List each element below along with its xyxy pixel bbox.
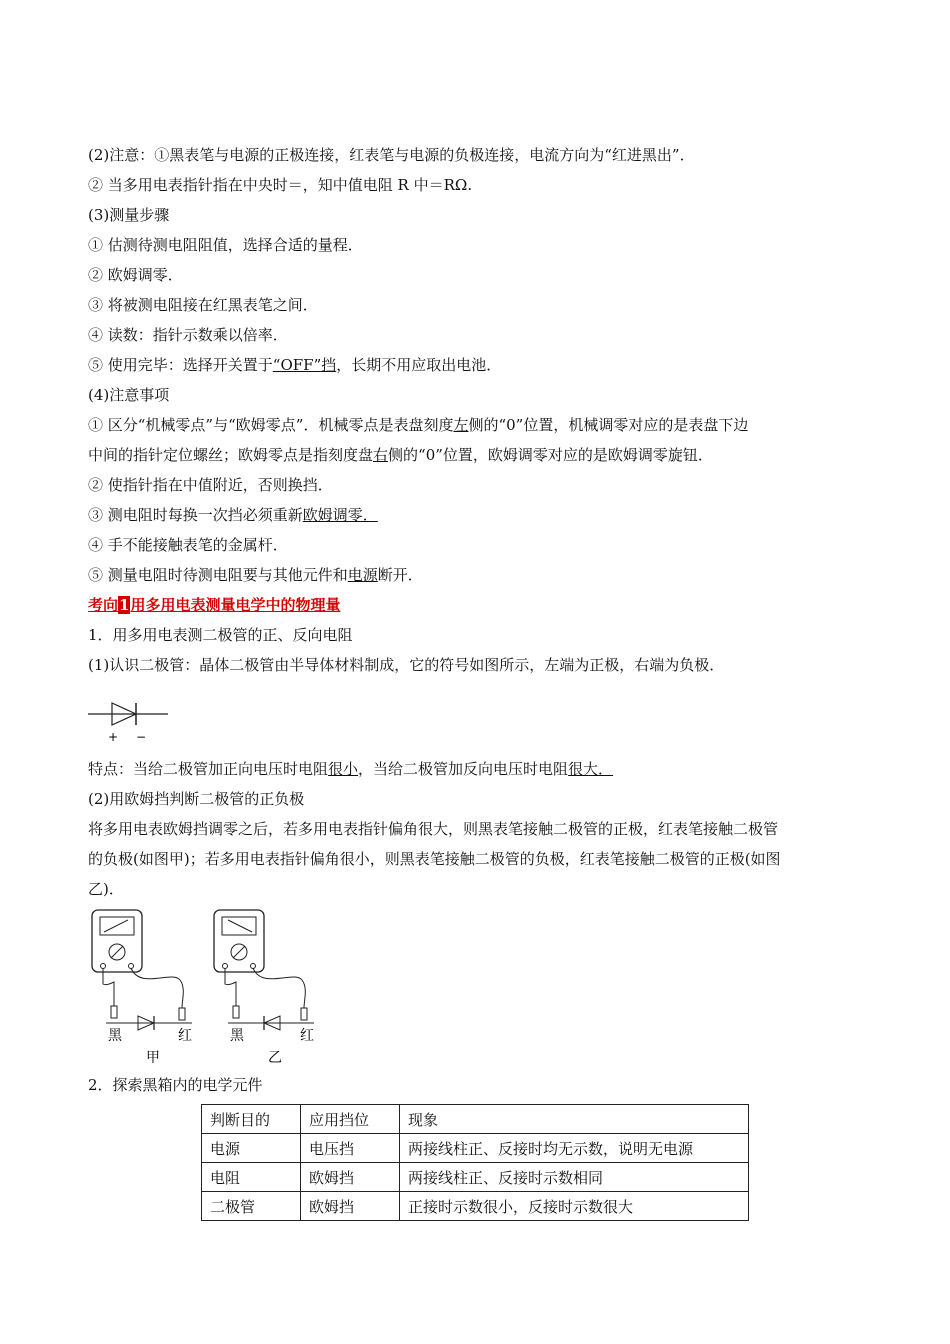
underlined-text: 电源 [347, 566, 378, 584]
meter-b [214, 910, 314, 1066]
document-body-table-intro [88, 1070, 868, 1100]
table-row [202, 1163, 749, 1192]
black-box-table [201, 1104, 749, 1221]
text-line: (2)注意：①黑表笔与电源的正极连接，红表笔与电源的负极连接，电流方向为“红进黑出”． [88, 146, 695, 164]
red-probe-label: 红 [300, 1028, 314, 1044]
text-line: ② 使指针指在中值附近，否则换挡． [88, 476, 333, 494]
heading-number: 1 [119, 596, 130, 614]
text-line: (3)测量步骤 [88, 206, 170, 224]
document-body [88, 140, 868, 680]
text-span: 断开． [377, 566, 423, 584]
table-cell: 判断目的 [202, 1105, 301, 1134]
black-probe-label: 黑 [108, 1028, 122, 1044]
text-span: ① 区分“机械零点”与“欧姆零点”．机械零点是表盘刻度 [88, 416, 454, 434]
table-cell: 电源 [202, 1134, 301, 1163]
heading-prefix: 考向 [88, 596, 119, 614]
text-line: ④ 手不能接触表笔的金属杆． [88, 536, 288, 554]
text-line: 2．探索黑箱内的电学元件 [88, 1076, 263, 1094]
meter-needle [104, 920, 128, 932]
underlined-text: 右 [373, 446, 389, 464]
text-line: ③ 将被测电阻接在红黑表笔之间． [88, 296, 318, 314]
text-line: (1)认识二极管：晶体二极管由半导体材料制成，它的符号如图所示，左端为正极，右端为负极． [88, 656, 725, 674]
caption-a: 甲 [146, 1050, 160, 1066]
text-line [88, 560, 868, 590]
text-line: 的负极(如图甲)；若多用电表指针偏角很小，则黑表笔接触二极管的负极，红表笔接触二极管的正极(如图 [88, 850, 781, 868]
table-cell: 欧姆挡 [301, 1163, 400, 1192]
table-cell: 现象 [400, 1105, 749, 1134]
table-row [202, 1134, 749, 1163]
black-probe-label: 黑 [230, 1028, 244, 1044]
text-line: 乙)． [88, 880, 124, 898]
text-line: ① 估测待测电阻阻值，选择合适的量程． [88, 236, 363, 254]
text-span: ③ 测电阻时每换一次挡必须重新 [88, 506, 303, 524]
text-span: ⑤ 测量电阻时待测电阻要与其他元件和 [88, 566, 348, 584]
caption-b: 乙 [268, 1050, 282, 1066]
document-body-continued [88, 754, 868, 904]
text-span: 特点：当给二极管加正向电压时电阻 [88, 760, 329, 778]
text-line: ④ 读数：指针示数乘以倍率． [88, 326, 288, 344]
text-span: 中间的指针定位螺丝；欧姆零点是指刻度盘 [88, 446, 374, 464]
text-line [88, 754, 868, 784]
red-probe-label: 红 [178, 1028, 192, 1044]
table-cell: 二极管 [202, 1192, 301, 1221]
table-cell: 电压挡 [301, 1134, 400, 1163]
meter-a [92, 910, 192, 1066]
underlined-text: 欧姆调零． [302, 506, 378, 524]
multimeter-diagram [88, 908, 328, 1068]
text-line [88, 350, 868, 380]
underlined-text: 左 [453, 416, 469, 434]
text-line: ② 欧姆调零． [88, 266, 183, 284]
table-row [202, 1192, 749, 1221]
text-line [88, 440, 868, 470]
underlined-text: 很大． [568, 760, 614, 778]
text-span: ，当给二极管加反向电压时电阻 [358, 760, 569, 778]
heading-text: 用多用电表测量电学中的物理量 [130, 596, 341, 614]
table-cell: 欧姆挡 [301, 1192, 400, 1221]
table-cell: 电阻 [202, 1163, 301, 1192]
meter-needle [228, 920, 252, 932]
underlined-text: “OFF”挡 [272, 356, 337, 374]
text-span: 侧的“0”位置，机械调零对应的是表盘下边 [468, 416, 749, 434]
section-heading [88, 590, 868, 620]
text-span: ，长期不用应取出电池． [336, 356, 502, 374]
text-line [88, 500, 868, 530]
text-line: 1．用多用电表测二极管的正、反向电阻 [88, 626, 353, 644]
table-cell: 两接线柱正、反接时均无示数，说明无电源 [400, 1134, 749, 1163]
text-span: ⑤ 使用完毕：选择开关置于 [88, 356, 273, 374]
text-line: (2)用欧姆挡判断二极管的正负极 [88, 790, 305, 808]
table-cell: 应用挡位 [301, 1105, 400, 1134]
plus-label: + [108, 730, 119, 744]
text-line: ② 当多用电表指针指在中央时＝，知中值电阻 R 中＝RΩ. [88, 176, 473, 194]
text-line: 将多用电表欧姆挡调零之后，若多用电表指针偏角很大，则黑表笔接触二极管的正极，红表笔接触二极管 [88, 820, 779, 838]
minus-label: − [136, 730, 147, 744]
table-header-row [202, 1105, 749, 1134]
diode-symbol-figure [88, 698, 178, 744]
text-span: 侧的“0”位置，欧姆调零对应的是欧姆调零旋钮． [388, 446, 713, 464]
text-line [88, 410, 868, 440]
table-cell: 正接时示数很小，反接时示数很大 [400, 1192, 749, 1221]
table-cell: 两接线柱正、反接时示数相同 [400, 1163, 749, 1192]
underlined-text: 很小 [328, 760, 359, 778]
text-line: (4)注意事项 [88, 386, 170, 404]
